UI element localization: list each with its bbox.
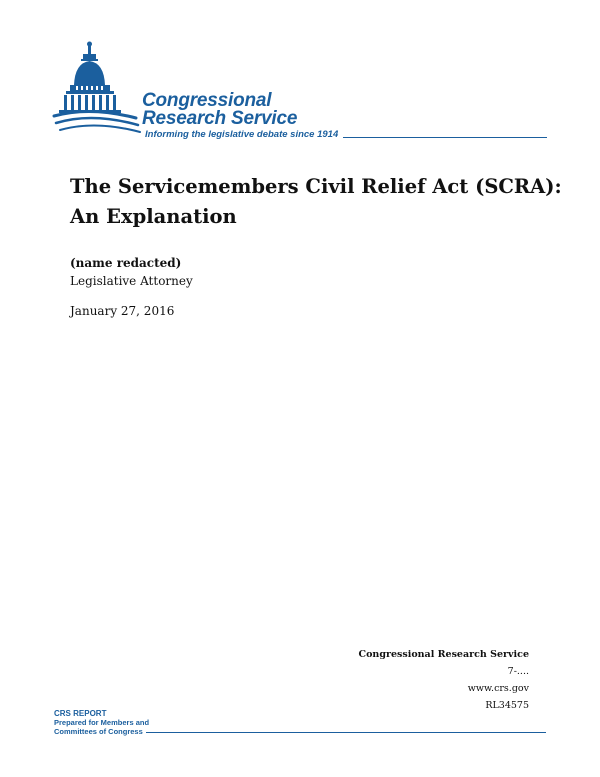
author-role: Legislative Attorney (70, 274, 193, 288)
logo-tagline: Informing the legislative debate since 1914 (145, 129, 339, 140)
logo-wordmark (142, 92, 297, 128)
report-title-line2: An Explanation (70, 205, 237, 228)
author-name: (name redacted) (70, 256, 182, 270)
contact-org: Congressional Research Service (358, 649, 529, 660)
footer-label: CRS REPORT (54, 709, 107, 718)
footer-line2: Prepared for Members and (54, 718, 150, 727)
report-number: RL34575 (485, 700, 529, 711)
contact-website[interactable]: www.crs.gov (467, 683, 529, 694)
contact-block (359, 646, 529, 714)
footer-divider (146, 732, 546, 733)
contact-phone: 7-.... (507, 666, 529, 677)
footer-line3: Committees of Congress (54, 727, 143, 736)
logo-name-line2: Research Service (142, 108, 298, 129)
report-title (70, 172, 562, 232)
logo-name-line1: Congressional (142, 90, 272, 111)
report-title-line1: The Servicemembers Civil Relief Act (SCRA): (70, 175, 562, 198)
crs-logo (50, 40, 550, 145)
report-date: January 27, 2016 (70, 304, 175, 318)
footer-block (54, 709, 149, 736)
capitol-dome-icon (50, 40, 150, 140)
logo-divider (343, 137, 547, 138)
